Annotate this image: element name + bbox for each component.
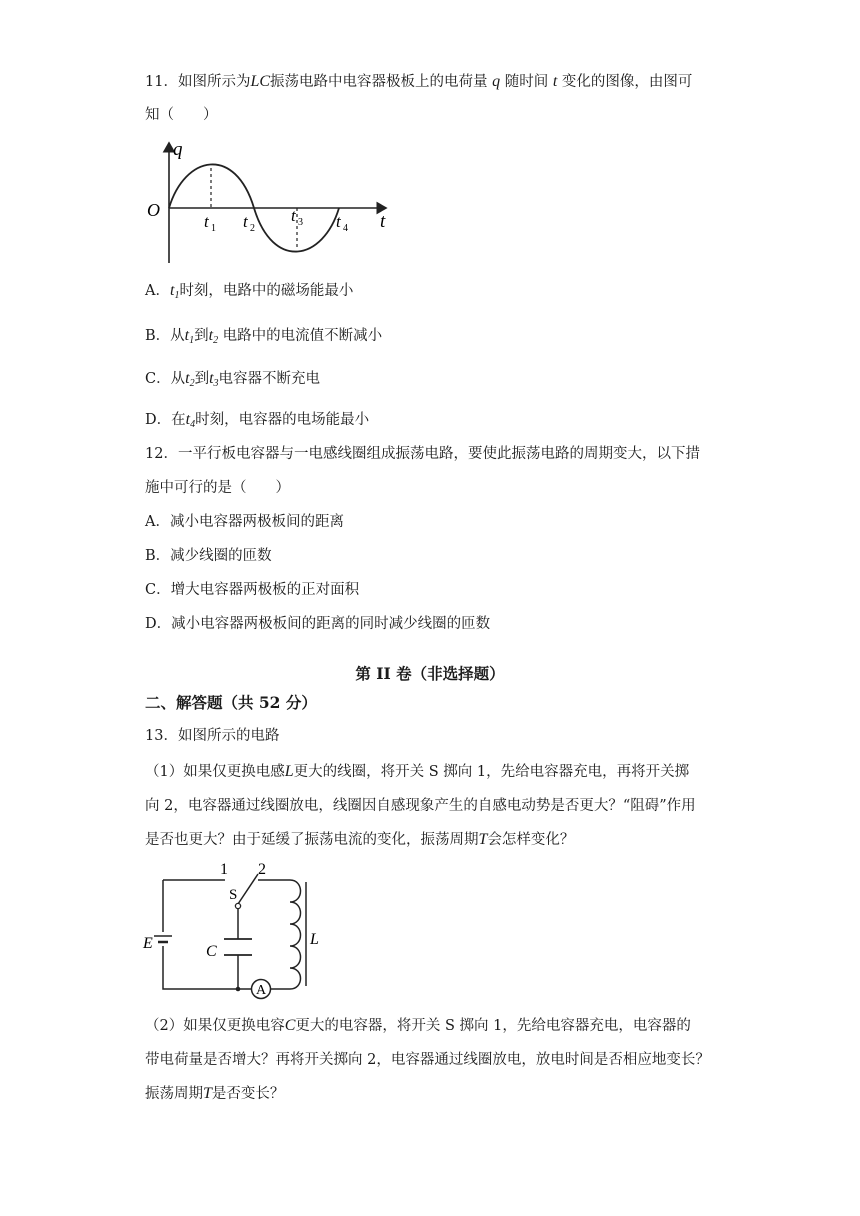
switch-blade — [238, 874, 258, 904]
option-text: 到 — [194, 371, 210, 387]
q11-stem-line2: 知（ ） — [145, 107, 218, 123]
q11-q-symbol: q — [492, 73, 501, 90]
q11-lc-symbol: LC — [250, 73, 271, 90]
option-letter: A． — [145, 283, 170, 299]
c-symbol: C — [284, 1017, 296, 1034]
switch-pivot — [235, 903, 240, 908]
svg-text:3: 3 — [298, 217, 303, 228]
svg-text:t: t — [336, 212, 341, 231]
part-text: 更大的电容器，将开关 S 掷向 1，先给电容器充电，电容器的 — [295, 1018, 691, 1034]
battery-e-label: E — [143, 935, 153, 952]
capacitor-c-label: C — [206, 943, 217, 960]
q13-part1-line2: 向 2，电容器通过线圈放电，线圈因自感现象产生的自感电动势是否更大？“阻碍”作用 — [145, 798, 696, 814]
q13-stem: 13．如图所示的电路 — [145, 728, 280, 744]
option-sub: 3 — [213, 378, 219, 389]
part-text: 更大的线圈，将开关 S 掷向 1，先给电容器充电，再将开关掷 — [293, 764, 690, 780]
option-text: 时刻，电路中的磁场能最小 — [179, 283, 354, 299]
ammeter-label: A — [255, 983, 267, 998]
graph-origin-label: O — [147, 200, 160, 220]
svg-text:t: t — [243, 212, 248, 231]
q13-part1-line3 — [145, 830, 574, 850]
option-text: 电容器不断充电 — [218, 371, 321, 387]
option-var: t — [169, 282, 175, 299]
q13-part2-line3 — [145, 1084, 284, 1104]
switch-s-label: S — [229, 887, 238, 903]
t4-label — [336, 212, 348, 234]
option-sub: 2 — [189, 378, 195, 389]
graph-q-label: q — [173, 139, 183, 160]
q11-stem-text: 11．如图所示为 — [145, 74, 251, 90]
q12-option-a: A．减小电容器两极板间的距离 — [145, 514, 344, 530]
inductor-l-label: L — [310, 931, 319, 948]
q13-part1-line1 — [145, 762, 689, 782]
lc-circuit-diagram — [140, 858, 340, 1003]
q12-stem-line2: 施中可行的是（ ） — [145, 480, 290, 496]
q11-option-d — [145, 410, 369, 435]
q12-option-d: D．减小电容器两极板间的距离的同时减少线圈的匝数 — [145, 616, 491, 632]
option-sub: 1 — [189, 335, 195, 346]
option-letter: B．从 — [145, 328, 185, 344]
option-sub: 2 — [213, 335, 219, 346]
section2-heading: 二、解答题（共 52 分） — [145, 693, 317, 712]
option-var: t — [184, 327, 190, 344]
part-text: （1）如果仅更换电感 — [145, 764, 285, 780]
q12-option-c: C．增大电容器两极板的正对面积 — [145, 582, 360, 598]
svg-text:1: 1 — [211, 223, 216, 234]
q11-option-a — [145, 281, 353, 306]
switch-pos-2-label: 2 — [258, 861, 266, 878]
q13-part2-line2: 带电荷量是否增大？再将开关掷向 2，电容器通过线圈放电，放电时间是否相应地变长？ — [145, 1052, 710, 1068]
part-text: （2）如果仅更换电容 — [145, 1018, 285, 1034]
option-var: t — [185, 411, 191, 428]
q11-option-c — [145, 369, 320, 394]
graph-t-label: t — [380, 211, 386, 232]
junction-dot — [236, 987, 241, 992]
option-sub: 4 — [190, 419, 196, 430]
option-text: 时刻，电容器的电场能最小 — [195, 412, 370, 428]
q-t-graph — [140, 135, 400, 270]
t-symbol: T — [203, 1085, 212, 1102]
svg-text:t: t — [204, 212, 209, 231]
part-text: 会怎样变化？ — [487, 832, 575, 848]
svg-text:t: t — [291, 206, 296, 225]
q11-stem-text: 随时间 — [504, 74, 549, 90]
part-text: 是否也更大？由于延缓了振荡电流的变化，振荡周期 — [145, 832, 479, 848]
option-var: t — [209, 370, 214, 387]
part-text: 振荡周期 — [145, 1086, 203, 1102]
t1-label — [204, 212, 216, 234]
q12-option-b: B．减少线圈的匝数 — [145, 548, 272, 564]
section-title: 第 II 卷（非选择题） — [355, 664, 505, 683]
option-letter: C．从 — [145, 371, 186, 387]
q13-part2-line1 — [145, 1016, 691, 1036]
q12-stem-line1: 12．一平行板电容器与一电感线圈组成振荡电路，要使此振荡电路的周期变大，以下措 — [145, 446, 700, 462]
option-text: 电路中的电流值不断减小 — [222, 328, 383, 344]
q11-option-b — [145, 326, 382, 351]
q11-stem-line1 — [145, 72, 692, 92]
switch-pos-1-label: 1 — [220, 861, 228, 878]
l-symbol: L — [284, 763, 294, 780]
option-var: t — [208, 327, 214, 344]
inductor-coil — [290, 880, 301, 989]
option-letter: D．在 — [145, 412, 186, 428]
option-sub: 1 — [174, 290, 180, 301]
svg-text:4: 4 — [343, 223, 348, 234]
option-text: 到 — [194, 328, 209, 344]
q11-stem-text: 变化的图像，由图可 — [561, 74, 693, 90]
svg-text:2: 2 — [250, 223, 255, 234]
option-var: t — [185, 370, 190, 387]
q11-stem-text: 振荡电路中电容器极板上的电荷量 — [270, 74, 488, 90]
q11-t-symbol: t — [552, 73, 558, 90]
t-symbol: T — [478, 831, 488, 848]
t2-label — [243, 212, 255, 234]
part-text: 是否变长？ — [211, 1086, 285, 1102]
